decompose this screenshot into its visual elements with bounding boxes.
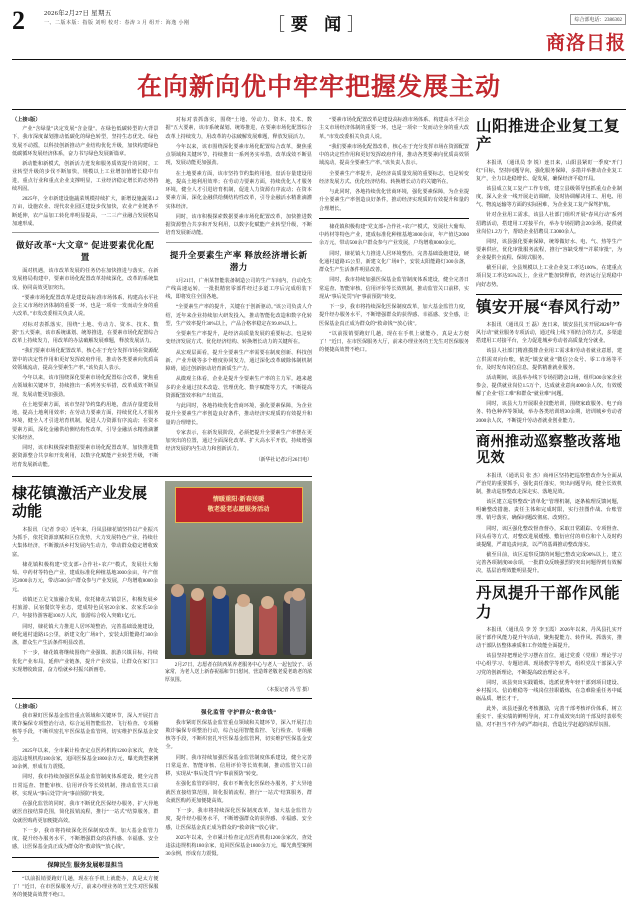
figure [190, 597, 206, 655]
continued-tag: （上接1版） [12, 703, 41, 710]
paragraph: 在土地要素方面，该市坚持节约集约用地，盘活存量建设用地，提高土地利用效率；在劳动力要素方面，持续优化人才服务环境，健全人才引进培育机制，促进人力资源有序流动；在资本要素方面，深化金融供给侧结构性改革，引导金融活水精准滴灌实体经济。 [165, 170, 312, 210]
figure [212, 595, 229, 655]
paragraph: 下一步，我市将持续深化医保制度改革，加大基金监管力度，提升经办服务水平，不断增强群众的获得感、幸福感、安全感，让医保基金真正成为群众的“救命钱”“放心钱”。 [319, 304, 469, 327]
boxed-subheading: 保障民生 服务发展彰显担当 [12, 857, 159, 872]
paragraph: 同时，该县强化要素保障，统筹做好水、电、气、热等生产要素供应，优化审批服务流程，推行“容缺受理”“并联审批”，为企业提供全流程、保姆式服务。 [476, 238, 622, 262]
article-zhenan [476, 299, 622, 425]
paragraph: 该镇还立足文旅融合发展，依托棣花古镇景区，积极发展乡村旅游、民宿餐饮等业态，建成特色民宿20余家、农家乐50余户，年接待游客超100万人次，旅游综合收入突破1亿元。 [12, 596, 158, 620]
paragraph: 截至目前，全县规模以上工业企业复工率达100%，在建重点项目复工率达95%以上，企业产能加快释放，经济运行呈现稳中向好态势。 [476, 265, 622, 288]
paragraph: 本报讯 （记者 李亮）近年来，丹凤县棣花镇坚持以产业振兴为抓手，依托资源禀赋和区位优势，大力发展特色产业，持续壮大集体经济，不断激活乡村发展内生动力，带动群众稳定增收致富。 [12, 526, 158, 558]
paragraph: 对标对表抓落实，围绕“土地、劳动力、资本、技术、数据”五大要素，该市系统谋划、统筹推进，在要素市场化配置综合改革上持续发力，用改革的办法破解发展难题，释放发展活力。 [12, 321, 159, 344]
main-headline: 在向新向优中牢牢把握发展主动 [136, 74, 501, 101]
figure [237, 594, 250, 607]
paragraph: 2025年以来，全市累计检查定点医药机构1200余家次，查处违法违规机构180余家，追回医保基金1800余万元，曝光典型案例30余例，形成有力震慑。 [12, 747, 159, 771]
article-headline: 镇安开展“春风行动” [476, 298, 621, 316]
paragraph: 今年以来，该市围绕深化要素市场化配置综合改革，聚焦重点领域和关键环节，持续推出一系列务实举措，改革成效不断显现，发展动能更加强劲。 [12, 375, 159, 398]
paragraph: 棣花镇积极构建“党支部+合作社+农户”模式，发展壮大葡萄、中药材等特色产业，建成标准化种植基地3000余亩，年产值达2000余万元，带动500余户群众参与产业发展，户均增收8000余元。 [12, 561, 158, 593]
paragraph: 同时，我市持续加强医保基金监管制度体系建设，健全完善日常巡查、智能审核、信用评价等长效机制，推动监管关口前移，实现从“事后处罚”向“事前预防”转变。 [165, 754, 312, 778]
figure [191, 588, 204, 601]
paragraph: 在强化监管的同时，我市不断优化医保经办服务，扩大异地就医直接结算范围，简化报销流程，推行“一站式”结算服务，群众就医购药更加便捷高效。 [165, 781, 312, 804]
paragraph: 该区建立巡察整改“清单化”管理机制，逐条梳理反馈问题，明确整改措施、责任主体和完成时限，实行挂图作战、台账管理、销号落实，确保问题改彻底、改到位。 [476, 499, 622, 522]
publication-date: 2026年2月27日 星期五 [44, 10, 112, 17]
divider [12, 232, 159, 233]
paragraph: 新动能和新模式，创新活力迸发和服务质效提升的同时，工业转型升级的步伐不断加快，规模以上工业增加值增长稳中有进，重点行业和重点企业支撑明显，工业经济稳定增长的态势持续巩固。 [12, 161, 159, 192]
article-headline: 商州推动巡察整改落地见效 [476, 434, 621, 467]
feature-headline: 棣花镇激活产业发展动能 [12, 485, 148, 520]
figure [290, 597, 306, 655]
paragraph: 与此同时，各地持续优化营商环境，强化要素保障，为企业提升全要素生产率创造良好条件，推动经济实现质的有效提升和量的合理增长。 [165, 403, 312, 426]
paragraph: 同时，该区强化整改督查督办，采取日常跟踪、专项督查、回头看等方式，对整改进展缓慢、敷衍应付的单位和个人及时约谈提醒，严肃追责问责，以严的基调推动整改落实。 [476, 525, 622, 548]
paragraph: 同时，我市持续加强医保基金监管制度体系建设，健全完善日常巡查、智能审核、信用评价等长效机制，推动监管关口前移，实现从“事后处罚”向“事前预防”转变。 [319, 277, 469, 300]
paragraph: 今年以来，该市围绕深化要素市场化配置综合改革，聚焦重点领域和关键环节，持续推出一系列务实举措，改革成效不断显现，发展动能更加强劲。 [165, 143, 312, 167]
paragraph: 本报讯 （通讯员 王 磊）连日来，镇安县扎实开展2026年“春风行动”就业服务专项活动，通过线上线下相结合的方式，多渠道搭建用工对接平台，全力促进城乡劳动者高质量充分就业。 [476, 321, 622, 345]
paragraph: 下一步，我市将持续深化医保制度改革，加大基金监管力度，提升经办服务水平，不断增强群众的获得感、幸福感、安全感，让医保基金真正成为群众的“救命钱”“放心钱”。 [12, 827, 159, 851]
section-divider [12, 698, 312, 699]
figure [171, 593, 186, 655]
paragraph: 同时，该县大力开展职业技能培训，围绕家政服务、电子商务、特色种养等领域，举办各类培训班30余期，培训城乡劳动者2000余人次，不断提升劳动者就业创业能力。 [476, 401, 622, 424]
paragraph: “要素市场化配置改革是建设高标准市场体系、构建高水平社会主义市场经济体制的重要一环，也是一项牵一发而动全身的重大改革。”市发改委相关负责人说。 [12, 294, 159, 318]
subheading-2: 提升全要素生产率 释放经济增长新潜力 [169, 249, 308, 272]
section-title-text: 要 闻 [290, 15, 348, 34]
headline-rule [12, 109, 626, 110]
column-4 [12, 703, 159, 901]
banner-line-1: 情暖重阳·新春送暖 [212, 496, 265, 504]
paragraph: 面对机遇，该市改革发展的任务仍在加快推进与落实。在新发展格局构建中，要素市场化配置改革持续深化，改革的系统集成、协同高效更加突出。 [12, 268, 159, 291]
continued-tag: （上接1版） [12, 117, 41, 123]
paragraph: “我们要素市场化配置改革，核心在于充分发挥市场在资源配置中的决定性作用和更好发挥政府作用，推动各类要素向优质高效领域流动，提高全要素生产率。”该负责人表示。 [319, 143, 469, 167]
figure [261, 596, 274, 609]
paragraph: 1月21日，广州某智能装备制造公司的生产车间内，自动化生产线高速运转，一批批精密零部件经过多道工序后完成组装下线，即将发往全国各地。 [165, 277, 312, 300]
article-danfeng [476, 585, 622, 729]
paragraph: 我市紧盯医保基金监管重点领域和关键环节，深入开展打击欺诈骗保专项整治行动，综合运用智能监控、飞行检查、专项稽核等手段，不断织密扎牢医保基金监管网，切实维护医保基金安全。 [165, 719, 312, 751]
paragraph: 活动期间，该县举办线下专场招聘会12场，组织300余家企业参会，提供就业岗位1.5万个，达成就业意向4000余人次，有效缓解了企业“招工难”和群众“就业难”问题。 [476, 374, 622, 398]
section-divider [12, 476, 312, 477]
photo-block [165, 481, 312, 693]
photo-banner [175, 487, 303, 523]
photo-caption: 2月27日，志愿者在陕西某养老服务中心与老人一起包饺子、话家常，为老人送上新春祝福和节日慰问，营造尊老敬老爱老助老的浓厚氛围。 [165, 662, 312, 683]
paragraph: 此外，该县还强化考核激励，完善干部考核评价体系，树立重实干、重实绩的鲜明导向，对工作成效突出的干部及时表彰奖励，对不担当不作为的严肃问责，营造比学赶超的浓厚氛围。 [476, 706, 622, 729]
masthead-date-block [38, 8, 476, 26]
paragraph: 产业“含绿量”决定发展“含金量”。在绿色低碳转型的大背景下，我市深度谋划推动低碳化的绿色转型，坚持生态优先、绿色发展不动摇，以科技创新推动产业结构优化升级，加快构建绿色低碳循环发展经济体系，奋力书写绿色发展新篇章。 [12, 126, 159, 157]
paragraph: 下一步，棣花镇将继续围绕产业强镇、旅游兴镇目标，持续优化产业布局，延伸产业链条，提升产业效益，让群众在家门口实现增收致富，奋力绘就乡村振兴新画卷。 [12, 650, 158, 673]
paragraph: “以前报销要跑好几趟，现在在手机上就能办，真是太方便了！”近日，在市医保服务大厅，前来办理业务的王先生对医保服务的便捷高效赞不绝口。 [319, 330, 469, 354]
right-region [476, 116, 622, 901]
subheading-1: 做好改革“大文章” 促进要素优化配置 [16, 240, 155, 262]
paragraph: “要素市场化配置改革是建设高标准市场体系、构建高水平社会主义市场经济体制的重要一环，也是一项牵一发而动全身的重大改革。”市发改委相关负责人说。 [319, 117, 469, 140]
paragraph: 全要素生产率提升，是经济高质量发展的重要标志，也是转变经济发展方式、优化经济结构、转换增长动力的关键所在。 [319, 170, 469, 185]
paragraph: 2025年以来，全市累计检查定点医药机构1200余家次，查处违法违规机构180余家，追回医保基金1800余万元，曝光典型案例30余例，形成有力震慑。 [165, 834, 312, 858]
paragraph: “全要素生产率的提升，关键在于创新驱动。”该公司负责人介绍，近年来企业持续加大研发投入，推动智能化改造和数字化转型，生产效率提升30%以上，产品合格率稳定在99.8%以上。 [165, 304, 312, 327]
masthead-right [476, 8, 626, 55]
paragraph: 该县成立复工复产工作专班，建立县级领导包抓重点企业制度，深入企业一线开展走访调研，及时协调解决用工、用电、用气、物流运输等方面的实际困难，为企业复工复产保驾护航。 [476, 185, 622, 209]
hotline: 综合部电话：2386302 [570, 14, 626, 25]
middle-region [319, 116, 469, 901]
paragraph: 同时，该市积极探索数据要素市场化配置改革，加快推进数据资源整合共享和开发利用，以数字化赋能产业转型升级，不断培育发展新动能。 [12, 445, 159, 468]
article-headline: 山阳推进企业复工复产 [476, 118, 621, 154]
article-headline: 丹凤提升干部作风能力 [476, 585, 621, 621]
section-title: ［要 闻］ [267, 15, 371, 34]
paragraph: 在强化监管的同时，我市不断优化医保经办服务，扩大异地就医直接结算范围，简化报销流程，推行“一站式”结算服务，群众就医购药更加便捷高效。 [12, 801, 159, 824]
left-region [12, 116, 312, 901]
figure [213, 586, 226, 599]
banner-line-2: 敬老爱老志愿服务活动 [207, 505, 270, 513]
paragraph: 该县人社部门精准摸排企业用工需求和劳动者就业意愿，建立供需双向台账，依托“镇安就业”微信公众号、零工市场等平台，及时发布岗位信息，提供精准就业服务。 [476, 348, 622, 371]
article-divider [476, 294, 622, 295]
page-number: 2 [12, 6, 25, 35]
bottom-region [12, 703, 312, 901]
column-2 [166, 116, 313, 471]
paragraph: 截至目前，该区巡察反馈的问题已整改完成90%以上，建立完善各项制度80余项，一批群众反映强烈的突出问题得到有效解决，基层治理效能明显提升。 [476, 551, 622, 575]
paragraph: “以前报销要跑好几趟，现在在手机上就能办，真是太方便了！”近日，在市医保服务大厅，前来办理业务的王先生对医保服务的便捷高效赞不绝口。 [12, 875, 159, 899]
lower-left-region [12, 481, 312, 693]
paragraph: 同时，棣花镇大力推进人居环境整治，完善基础设施建设，硬化通村道路15公里，新建文化广场8个，安装太阳能路灯300余盏，群众生产生活条件明显改善。 [319, 250, 469, 273]
paragraph: 从微观主体看，企业是提升全要素生产率的主力军。越来越多的企业通过技术改造、管理优化、数字赋能等方式，不断提高资源配置效率和产出效益。 [165, 376, 312, 399]
paragraph: 针对企业用工需求，该县人社部门组织开展“春风行动”系列招聘活动，搭建用工对接平台，举办专场招聘会20余场，提供就业岗位1.2万个，帮助企业招聘员工3000余人。 [476, 212, 622, 235]
paragraph: 同时，我市持续加强医保基金监管制度体系建设，健全完善日常巡查、智能审核、信用评价等长效机制，推动监管关口前移，实现从“事后处罚”向“事前预防”转变。 [12, 774, 159, 797]
figure [235, 603, 253, 655]
figure [171, 584, 184, 597]
column-5 [166, 703, 313, 901]
paragraph: 2025年，全市新建设施蔬菜规模持续扩大，新增设施蔬菜1.2万亩，设施农业、现代农业园区建设步伐加快，农业产业链条不断延伸，农产品加工转化率明显提高，一二三产业融合发展格局加速形成。 [12, 196, 159, 227]
article-shanyang [476, 118, 622, 289]
paragraph: 对标对表抓落实，围绕“土地、劳动力、资本、技术、数据”五大要素，该市系统谋划、统筹推进，在要素市场化配置综合改革上持续发力，用改革的办法破解发展难题，释放发展活力。 [165, 117, 312, 140]
paragraph: 与此同时，各地持续优化营商环境，强化要素保障，为企业提升全要素生产率创造良好条件，推动经济实现质的有效提升和量的合理增长。 [319, 189, 469, 212]
paragraph: 本报讯 （通讯员 李 芳 李玉霞）2026年以来，丹凤县扎实开展干部作风能力提升年活动，聚焦提能力、转作风、抓落实，推动干部队伍整体素质和工作效能全面提升。 [476, 626, 622, 650]
paragraph: 本报讯 （通讯员 李 锐）连日来，山阳县紧盯一季度“开门红”目标，坚持问题导向，强化服务保障，多措并举推动企业复工复产，全力以赴稳增长、促发展，确保经济平稳开局。 [476, 159, 622, 182]
kicker: 强化监管 守护群众“救命钱” [200, 709, 277, 716]
paragraph: 同时，该市积极探索数据要素市场化配置改革，加快推进数据资源整合共享和开发利用，以数字化赋能产业转型升级，不断培育发展新动能。 [165, 213, 312, 237]
photo-credit: （本报记者 冯 雪 摄） [264, 687, 312, 693]
edition-credits: 一、二版本版：指版 刘明 校对：春涛 3 月 组开：海逸 小刚 [44, 21, 190, 26]
column-3 [12, 481, 158, 693]
article-divider [476, 580, 622, 581]
paragraph: 我市紧盯医保基金监管重点领域和关键环节，深入开展打击欺诈骗保专项整治行动，综合运用智能监控、飞行检查、专项稽核等手段，不断织密扎牢医保基金监管网，切实维护医保基金安全。 [12, 712, 159, 744]
paragraph: 棣花镇积极构建“党支部+合作社+农户”模式，发展壮大葡萄、中药材等特色产业，建成标准化种植基地3000余亩，年产值达2000余万元，带动500余户群众参与产业发展，户均增收8000余元。 [319, 223, 469, 247]
paragraph: 全要素生产率提升，是经济高质量发展的重要标志，也是转变经济发展方式、优化经济结构、转换增长动力的关键所在。 [165, 331, 312, 346]
paragraph: 本报讯 （通讯员 张 杰）商州区坚持把巡察整改作为全面从严治党的重要抓手，强化责任落实，突出问题导向，健全长效机制，推动巡察整改走深走实、落地见效。 [476, 472, 622, 495]
divider [166, 242, 313, 243]
paragraph: 同时，棣花镇大力推进人居环境整治，完善基础设施建设，硬化通村道路15公里，新建文化广场8个，安装太阳能路灯300余盏，群众生产生活条件明显改善。 [12, 623, 158, 646]
article-divider [476, 430, 622, 431]
article-shangzhou [476, 435, 622, 576]
news-photo [165, 481, 312, 659]
paragraph: 该县坚持把理论学习摆在首位，通过党委（党组）理论学习中心组学习、专题培训、现场教学等形式，组织党员干部深入学习党的创新理论，不断提高政治理论水平。 [476, 653, 622, 676]
masthead [12, 8, 626, 60]
paragraph: “我们要素市场化配置改革，核心在于充分发挥市场在资源配置中的决定性作用和更好发挥政府作用，推动各类要素向优质高效领域流动，提高全要素生产率。”该负责人表示。 [12, 348, 159, 371]
paragraph: 专家表示，在新发展阶段，必须把提升全要素生产率摆在更加突出的位置，通过全面深化改革、扩大高水平开放，持续增强经济发展的内生动力和创新活力。 [165, 429, 312, 453]
paragraph: 下一步，我市将持续深化医保制度改革，加大基金监管力度，提升经办服务水平，不断增强群众的获得感、幸福感、安全感，让医保基金真正成为群众的“救命钱”“放心钱”。 [165, 808, 312, 831]
figure [292, 588, 305, 601]
paragraph: 同时，该县突出实践锻炼，选派优秀年轻干部到项目建设、乡村振兴、信访维稳等一线岗位挂职锻炼，在急难险重任务中砥砺品质、增长才干。 [476, 679, 622, 703]
section-divider [319, 218, 469, 219]
newspaper-logo: 商洛日报 [545, 33, 626, 54]
paragraph: 从宏观层面看，提升全要素生产率需要在制度创新、科技创新、产业升级等多个维度协同发力，通过深化改革破除体制机制障碍，通过创新驱动培育新质生产力。 [165, 349, 312, 372]
paragraph: 在土地要素方面，该市坚持节约集约用地，盘活存量建设用地，提高土地利用效率；在劳动力要素方面，持续优化人才服务环境，健全人才引进培育机制，促进人力资源有序流动；在资本要素方面，深化金融供给侧结构性改革，引导金融活水精准滴灌实体经济。 [12, 401, 159, 441]
page-body [12, 116, 626, 901]
column-1 [12, 116, 159, 471]
source-line: （新华社记者2月26日电） [255, 457, 312, 463]
figure [259, 605, 277, 655]
